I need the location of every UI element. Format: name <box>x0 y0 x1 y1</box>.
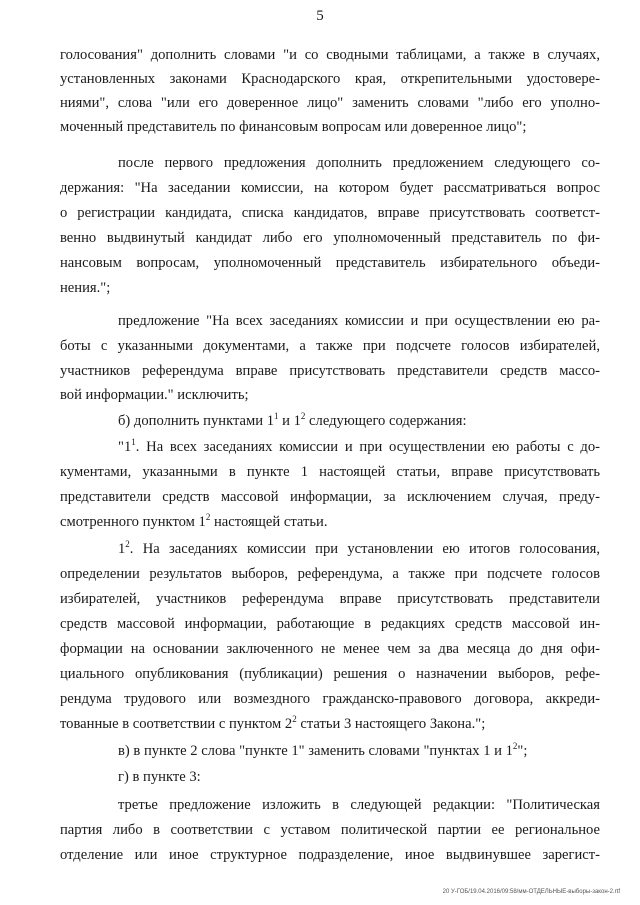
text-line: после первого предложения дополнить предложением следующего со- <box>118 155 600 171</box>
text-line: представители средств массовой информации, за исключением случая, преду- <box>60 489 600 505</box>
text-line: циального опубликования (публикации) решения о назначении выборов, рефе- <box>60 666 600 682</box>
text-line: средств массовой информации, работающие в редакциях средств массовой ин- <box>60 616 600 632</box>
text-line: б) дополнить пунктами $1^1$ и $1^2$ следующего содержания: <box>118 411 467 429</box>
text-line: избирателей, участников референдума вправе присутствовать представители <box>60 591 600 607</box>
text-line: определении результатов выборов, референдума, а также при подсчете голосов <box>60 566 600 582</box>
text-line: "$1^1$. На всех заседаниях комиссии и при осуществлении ею работы с до- <box>118 437 600 455</box>
text-line: тованные в соответствии с пунктом $2^2$ статьи 3 настоящего Закона."; <box>60 714 486 732</box>
text-line: участников референдума вправе присутствовать представители средств массо- <box>60 363 600 379</box>
text-line: в) в пункте 2 слова "пункте 1" заменить словами "пунктах 1 и $1^2$"; <box>118 741 528 759</box>
text-line: держания: "На заседании комиссии, на котором будет рассматриваться вопрос <box>60 180 600 196</box>
text-line: ниями", слова "или его доверенное лицо" заменить словами "либо его уполно- <box>60 95 600 111</box>
text-line: вой информации." исключить; <box>60 387 249 403</box>
text-line: венно выдвинутый кандидат либо его уполномоченный представитель по фи- <box>60 230 600 246</box>
text-line: $1^2$. На заседаниях комиссии при установлении ею итогов голосования, <box>118 539 600 557</box>
text-line: отделение или иное структурное подразделение, иное выдвинувшее зарегист- <box>60 847 600 863</box>
text-line: установленных законами Краснодарского края, открепительными удостовере- <box>60 71 600 87</box>
text-line: боты с указанными документами, а также при подсчете голосов избирателей, <box>60 338 600 354</box>
text-line: партия либо в соответствии с уставом политической партии ее региональное <box>60 822 600 838</box>
text-line: нения."; <box>60 280 111 296</box>
document-footer: 20 У-ГОБ/19.04.2016/09:58/мм-ОТДЕЛЬНЫЕ-выборы-закон-2.rtf <box>442 889 620 895</box>
text-line: нансовым вопросам, уполномоченный представитель избирательного объеди- <box>60 255 600 271</box>
text-line: голосования" дополнить словами "и со сводными таблицами, а также в случаях, <box>60 47 600 63</box>
page-number: 5 <box>316 8 324 24</box>
text-line: рендума трудового или возмездного гражданско-правового договора, аккреди- <box>60 691 600 707</box>
text-line: о регистрации кандидата, списка кандидатов, вправе присутствовать соответст- <box>60 205 600 221</box>
text-line: формации на основании заключенного не менее чем за два месяца до дня офи- <box>60 641 600 657</box>
text-line: кументами, указанными в пункте 1 настоящей статьи, вправе присутствовать <box>60 464 600 480</box>
text-line: предложение "На всех заседаниях комиссии и при осуществлении ею ра- <box>118 313 600 329</box>
text-line: г) в пункте 3: <box>118 769 201 785</box>
text-line: моченный представитель по финансовым вопросам или доверенное лицо"; <box>60 119 527 135</box>
text-line: смотренного пунктом $1^2$ настоящей статьи. <box>60 512 328 530</box>
text-line: третье предложение изложить в следующей редакции: "Политическая <box>118 797 600 813</box>
